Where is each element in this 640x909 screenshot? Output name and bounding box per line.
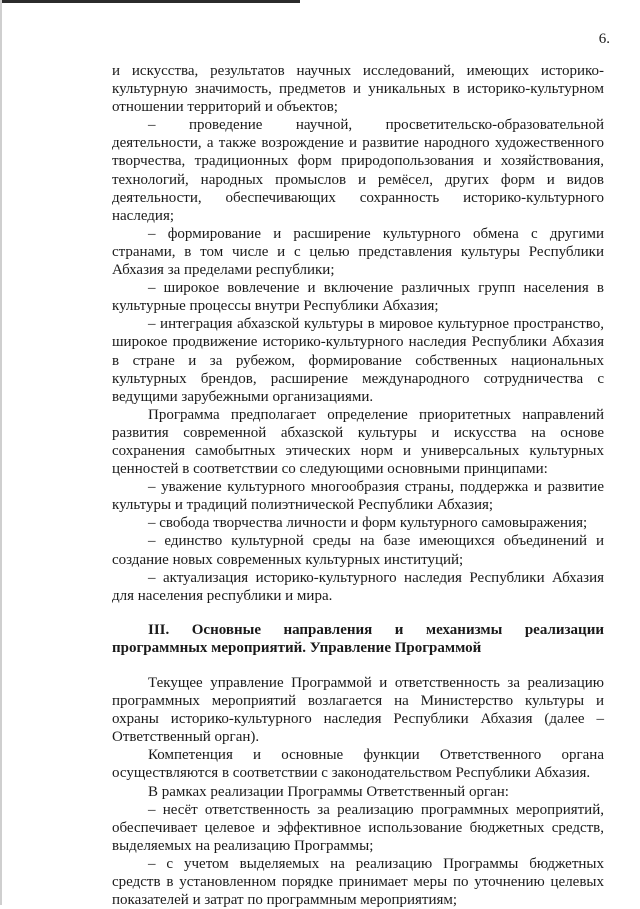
list-item: – единство культурной среды на базе имеющихся объединений и создание новых современных культурных институций; — [112, 533, 604, 568]
paragraph: Текущее управление Программой и ответственность за реализацию программных мероприятий возлагается на Министерство культуры и охраны историко-культурного наследия Республики Абхазия (далее – Ответственный орган). — [112, 675, 604, 746]
paragraph: и искусства, результатов научных исследований, имеющих историко-культурную значимость, предметов и уникальных в историко-культурном отношении территорий и объектов; — [112, 63, 604, 116]
section-heading: III. Основные направления и механизмы реализации программных мероприятий. Управление Программой — [112, 621, 604, 656]
list-item: – интеграция абхазской культуры в мировое культурное пространство, широкое продвижение историко-культурного наследия Республики Абхазия в стране и за рубежом, формирование собственных национальных культурных брендов, расширение международного сотрудничества с ведущими зарубежными организациями. — [112, 316, 604, 405]
list-item: – уважение культурного многообразия страны, поддержка и развитие культуры и традиций полиэтнической Республики Абхазия; — [112, 479, 604, 514]
scan-edge-left — [0, 0, 2, 905]
list-item: – несёт ответственность за реализацию программных мероприятий, обеспечивает целевое и эффективное использование бюджетных средств, выделяемых на реализацию Программы; — [112, 801, 604, 854]
list-item: – формирование и расширение культурного обмена с другими странами, в том числе и с целью представления культуры Республики Абхазия за пределами республики; — [112, 225, 604, 279]
scan-edge-top — [0, 0, 300, 3]
page-number: 6. — [598, 31, 610, 47]
list-item: – свобода творчества личности и форм культурного самовыражения; — [148, 515, 588, 532]
paragraph: Компетенция и основные функции Ответственного органа осуществляются в соответствии с законодательством Республики Абхазия. — [112, 747, 604, 782]
list-item: – с учетом выделяемых на реализацию Программы бюджетных средств в установленном порядке принимает меры по уточнению целевых показателей и затрат по программным мероприятиям; — [112, 855, 604, 909]
list-item: – проведение научной, просветительско-образовательной деятельности, а также возрождение и развитие народного художественного творчества, традиционных форм природопользования и хозяйствования, технологий, народных промыслов и ремёсел, других форм и видов деятельности, обеспечивающих сохранность историко-культурного наследия; — [112, 117, 604, 224]
list-item: – широкое вовлечение и включение различных групп населения в культурные процессы внутри Республики Абхазия; — [112, 280, 604, 315]
paragraph: В рамках реализации Программы Ответственный орган: — [148, 783, 509, 800]
paragraph: Программа предполагает определение приоритетных направлений развития современной абхазской культуры и искусства на основе сохранения самобытных этических норм и универсальных культурных ценностей в соответствии со следующими основными принципами: — [112, 406, 604, 478]
list-item: – актуализация историко-культурного наследия Республики Абхазия для населения республики и мира. — [112, 569, 604, 604]
document-body — [112, 62, 604, 909]
